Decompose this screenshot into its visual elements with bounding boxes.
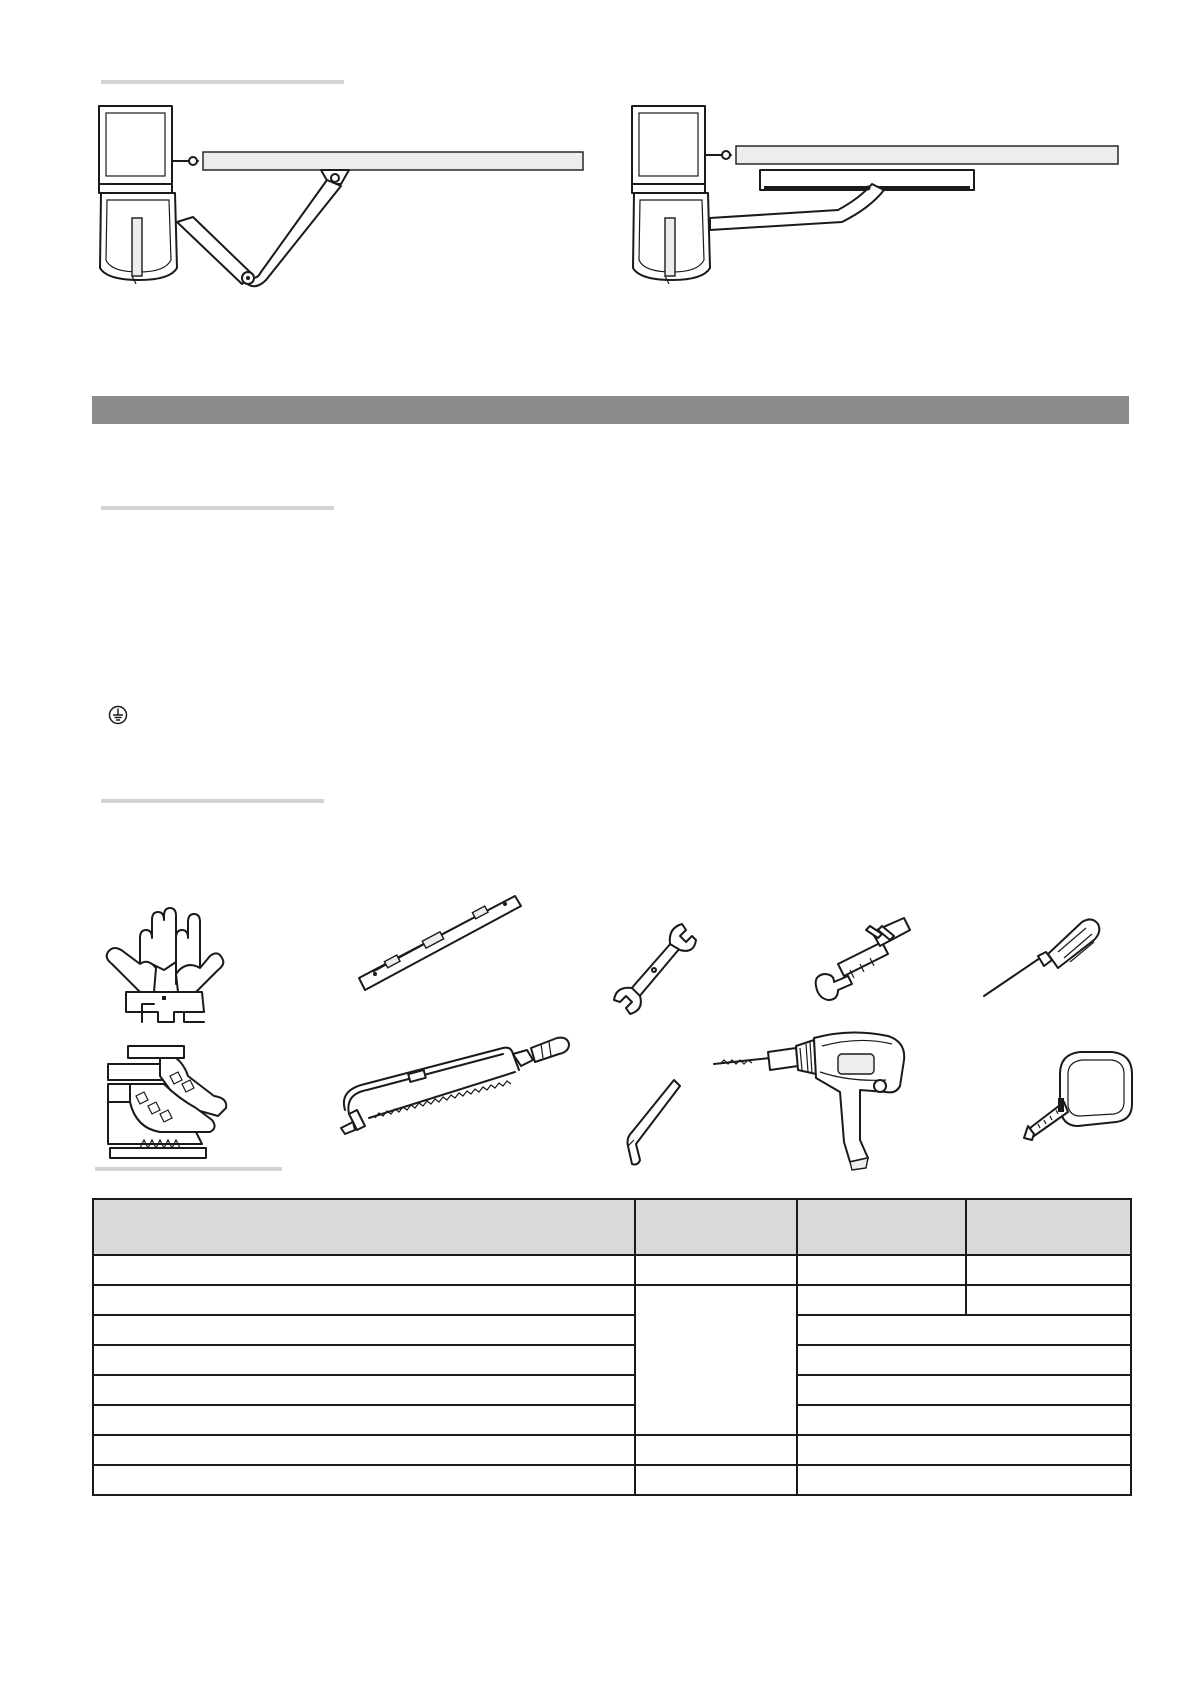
electric-drill-icon bbox=[710, 1030, 930, 1170]
allen-key-icon bbox=[610, 1070, 690, 1170]
table-cell-value bbox=[797, 1315, 1131, 1345]
table-cell-value bbox=[797, 1345, 1131, 1375]
table-cell-label bbox=[93, 1345, 635, 1375]
table-cell-value bbox=[797, 1285, 966, 1315]
screw-and-wall-plug-icon bbox=[808, 912, 918, 1012]
table-row bbox=[93, 1285, 1131, 1315]
table-cell-label bbox=[93, 1375, 635, 1405]
table-cell-label bbox=[93, 1315, 635, 1345]
table-header-row bbox=[93, 1199, 1131, 1255]
table-cell-value bbox=[797, 1405, 1131, 1435]
table-cell-label bbox=[93, 1435, 635, 1465]
table-row bbox=[93, 1255, 1131, 1285]
table-cell-value bbox=[635, 1255, 797, 1285]
table-cell-value bbox=[797, 1435, 1131, 1465]
table-cell-value bbox=[797, 1255, 966, 1285]
table-header-cell bbox=[635, 1199, 797, 1255]
technical-data-table bbox=[92, 1198, 1132, 1496]
table-row bbox=[93, 1345, 1131, 1375]
section-rule-tools bbox=[101, 799, 324, 803]
table-row bbox=[93, 1405, 1131, 1435]
hacksaw-icon bbox=[335, 1030, 575, 1150]
table-cell-value bbox=[797, 1465, 1131, 1495]
table-cell-value bbox=[966, 1285, 1131, 1315]
protective-earth-icon bbox=[108, 705, 128, 725]
table-row bbox=[93, 1315, 1131, 1345]
section-rule-versions bbox=[101, 80, 344, 84]
section-banner bbox=[92, 396, 1129, 424]
screwdriver-icon bbox=[978, 912, 1108, 1002]
table-cell-label bbox=[93, 1255, 635, 1285]
table-header-cell bbox=[93, 1199, 635, 1255]
tape-measure-icon bbox=[1020, 1044, 1140, 1154]
section-rule-electrical bbox=[101, 506, 334, 510]
table-header-cell bbox=[966, 1199, 1131, 1255]
table-cell-value bbox=[635, 1435, 797, 1465]
table-row bbox=[93, 1435, 1131, 1465]
section-rule-technical-data bbox=[95, 1167, 282, 1171]
table-cell-value bbox=[797, 1375, 1131, 1405]
open-end-wrench-icon bbox=[608, 918, 698, 1018]
table-row bbox=[93, 1465, 1131, 1495]
table-row bbox=[93, 1375, 1131, 1405]
gate-operator-articulated-arm bbox=[95, 100, 595, 300]
table-cell-value bbox=[966, 1255, 1131, 1285]
safety-shoes-icon bbox=[100, 1036, 240, 1166]
gate-operator-sliding-arm bbox=[628, 100, 1128, 300]
table-cell-label bbox=[93, 1405, 635, 1435]
table-cell-value bbox=[635, 1465, 797, 1495]
table-header-cell bbox=[797, 1199, 966, 1255]
protective-gloves-icon bbox=[100, 900, 230, 1030]
spirit-level-icon bbox=[355, 892, 535, 1012]
table-cell-value-merged bbox=[635, 1285, 797, 1435]
table-cell-label bbox=[93, 1465, 635, 1495]
table-cell-label bbox=[93, 1285, 635, 1315]
